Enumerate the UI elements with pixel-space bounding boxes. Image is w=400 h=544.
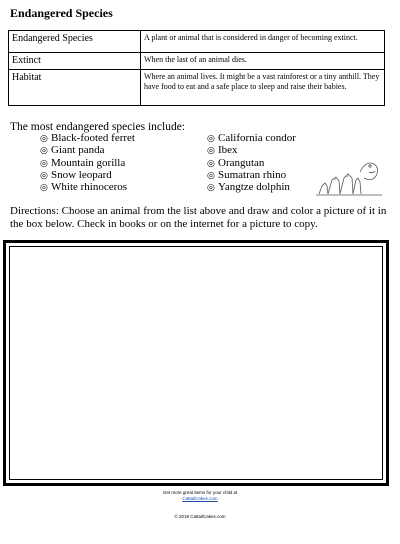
list-item: [40, 132, 135, 144]
species-name: Snow leopard: [51, 168, 112, 181]
target-bullet-icon: ◎: [40, 145, 48, 156]
definition-text: Where an animal lives. It might be a vast rainforest or a tiny anthill. They have food to eat and a safe place to sleep and raise their babies.: [141, 70, 385, 106]
target-bullet-icon: ◎: [207, 182, 215, 193]
species-intro: The most endangered species include:: [10, 121, 185, 133]
list-item: [40, 144, 135, 156]
target-bullet-icon: ◎: [207, 169, 215, 180]
drawing-box-inner-border: [9, 246, 383, 480]
directions-text: Directions: Choose an animal from the list above and draw and color a picture of it in the box below. Check in books or on the internet for a picture to copy.: [10, 205, 387, 230]
footer-link[interactable]: CattailCakes.com: [182, 496, 218, 501]
footer-copyright: © 2019 CattailCakes.com: [174, 514, 226, 519]
species-name: Sumatran rhino: [218, 168, 287, 181]
species-name: Ibex: [218, 144, 238, 157]
list-item: [40, 181, 135, 193]
species-name: Yangtze dolphin: [218, 181, 290, 194]
list-item: [40, 157, 135, 169]
definitions-table: [8, 30, 385, 106]
list-item: [207, 181, 296, 193]
species-name: Orangutan: [218, 156, 265, 169]
target-bullet-icon: ◎: [40, 182, 48, 193]
animals-illustration: [314, 148, 384, 198]
list-item: [40, 169, 135, 181]
target-bullet-icon: ◎: [207, 145, 215, 156]
list-item: [207, 169, 296, 181]
species-name: Black-footed ferret: [51, 132, 135, 144]
target-bullet-icon: ◎: [207, 133, 215, 143]
footer-promo-text: Get more great items for your child at: [162, 490, 238, 495]
target-bullet-icon: ◎: [40, 157, 48, 168]
species-name: California condor: [218, 132, 296, 144]
species-list-left: [40, 132, 135, 193]
footer-promo: [0, 490, 400, 502]
page-title: Endangered Species: [10, 6, 113, 20]
drawing-box[interactable]: [3, 240, 389, 486]
definition-text: A plant or animal that is considered in danger of becoming extinct.: [141, 31, 385, 53]
definition-term: Extinct: [9, 53, 141, 70]
target-bullet-icon: ◎: [40, 133, 48, 143]
target-bullet-icon: ◎: [40, 169, 48, 180]
definition-row: [9, 31, 385, 53]
list-item: [207, 144, 296, 156]
list-item: [207, 132, 296, 144]
species-name: Mountain gorilla: [51, 156, 126, 169]
target-bullet-icon: ◎: [207, 157, 215, 168]
species-name: Giant panda: [51, 144, 105, 157]
definition-text: When the last of an animal dies.: [141, 53, 385, 70]
definition-row: [9, 53, 385, 70]
species-list-right: [207, 132, 296, 193]
definition-row: [9, 70, 385, 106]
definition-term: Endangered Species: [9, 31, 141, 53]
species-name: White rhinoceros: [51, 181, 128, 194]
definition-term: Habitat: [9, 70, 141, 106]
list-item: [207, 157, 296, 169]
